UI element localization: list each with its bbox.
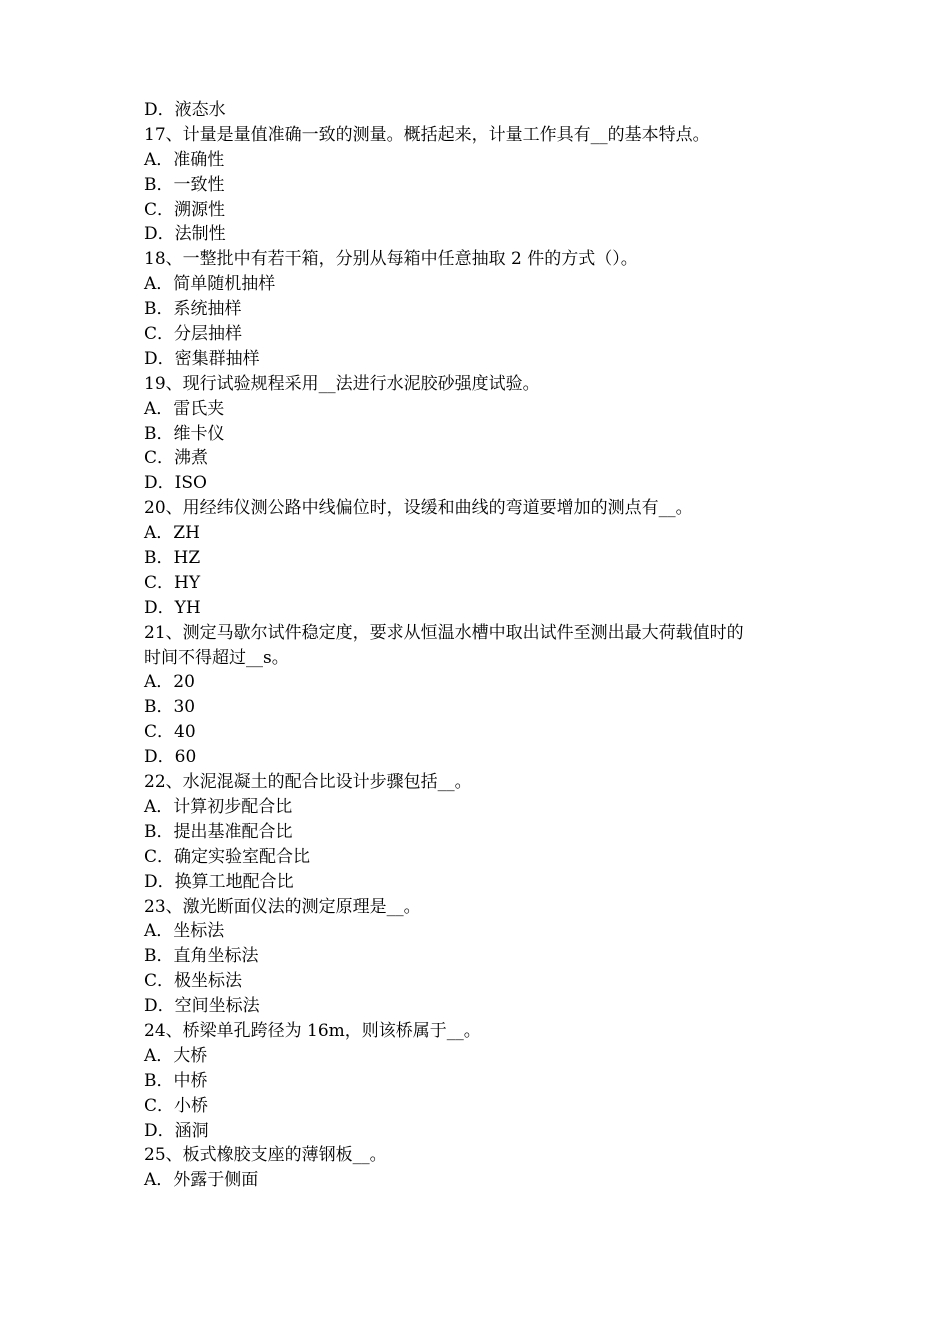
option-line: B．中桥 (144, 1070, 208, 1091)
question-line: 22、水泥混凝土的配合比设计步骤包括__。 (144, 772, 472, 793)
option-line: A．计算初步配合比 (144, 796, 293, 817)
option-line: A．雷氏夹 (144, 398, 225, 419)
option-line: A．大桥 (144, 1045, 208, 1066)
option-line: D．YH (144, 597, 201, 618)
option-line: B．一致性 (144, 174, 225, 195)
option-line: D．空间坐标法 (144, 996, 260, 1017)
option-line: B．系统抽样 (144, 299, 242, 320)
option-line: C．40 (144, 722, 196, 743)
option-line: A．外露于侧面 (144, 1170, 259, 1191)
option-line: A．20 (144, 672, 195, 693)
option-line: C．分层抽样 (144, 324, 243, 345)
option-line: C．沸煮 (144, 448, 209, 469)
option-line: B．提出基准配合比 (144, 821, 293, 842)
option-line: D．换算工地配合比 (144, 871, 294, 892)
option-line: C．确定实验室配合比 (144, 846, 311, 867)
option-line: B．HZ (144, 548, 201, 569)
option-line: B．30 (144, 697, 196, 718)
option-line: C．极坐标法 (144, 971, 243, 992)
option-line: C．小桥 (144, 1095, 209, 1116)
option-line: A．准确性 (144, 149, 225, 170)
question-line: 20、用经纬仪测公路中线偏位时，设缓和曲线的弯道要增加的测点有__。 (144, 498, 693, 519)
option-line: A．坐标法 (144, 921, 225, 942)
question-line-continued: 时间不得超过__s。 (144, 647, 289, 668)
option-line: D．液态水 (144, 100, 226, 120)
question-line: 24、桥梁单孔跨径为 16m，则该桥属于__。 (144, 1020, 481, 1041)
option-line: D．60 (144, 747, 197, 768)
option-line: A．简单随机抽样 (144, 274, 276, 295)
option-line: D．密集群抽样 (144, 348, 260, 369)
question-line: 18、一整批中有若干箱，分别从每箱中任意抽取 2 件的方式（）。 (144, 249, 638, 270)
option-line: D．法制性 (144, 224, 226, 245)
option-line: C．HY (144, 572, 201, 593)
option-line: C．溯源性 (144, 199, 226, 220)
document-body (144, 98, 824, 1193)
option-line: B．直角坐标法 (144, 946, 259, 967)
question-line: 25、板式橡胶支座的薄钢板__。 (144, 1145, 387, 1166)
option-line: D．ISO (144, 473, 207, 494)
option-line: D．涵洞 (144, 1120, 209, 1141)
question-line: 23、激光断面仪法的测定原理是__。 (144, 896, 421, 917)
option-line: B．维卡仪 (144, 423, 225, 444)
question-line: 19、现行试验规程采用__法进行水泥胶砂强度试验。 (144, 373, 540, 394)
question-line: 21、测定马歇尔试件稳定度，要求从恒温水槽中取出试件至测出最大荷载值时的 (144, 622, 744, 643)
option-line: A．ZH (144, 523, 200, 544)
question-line: 17、计量是量值准确一致的测量。概括起来，计量工作具有__的基本特点。 (144, 124, 710, 145)
